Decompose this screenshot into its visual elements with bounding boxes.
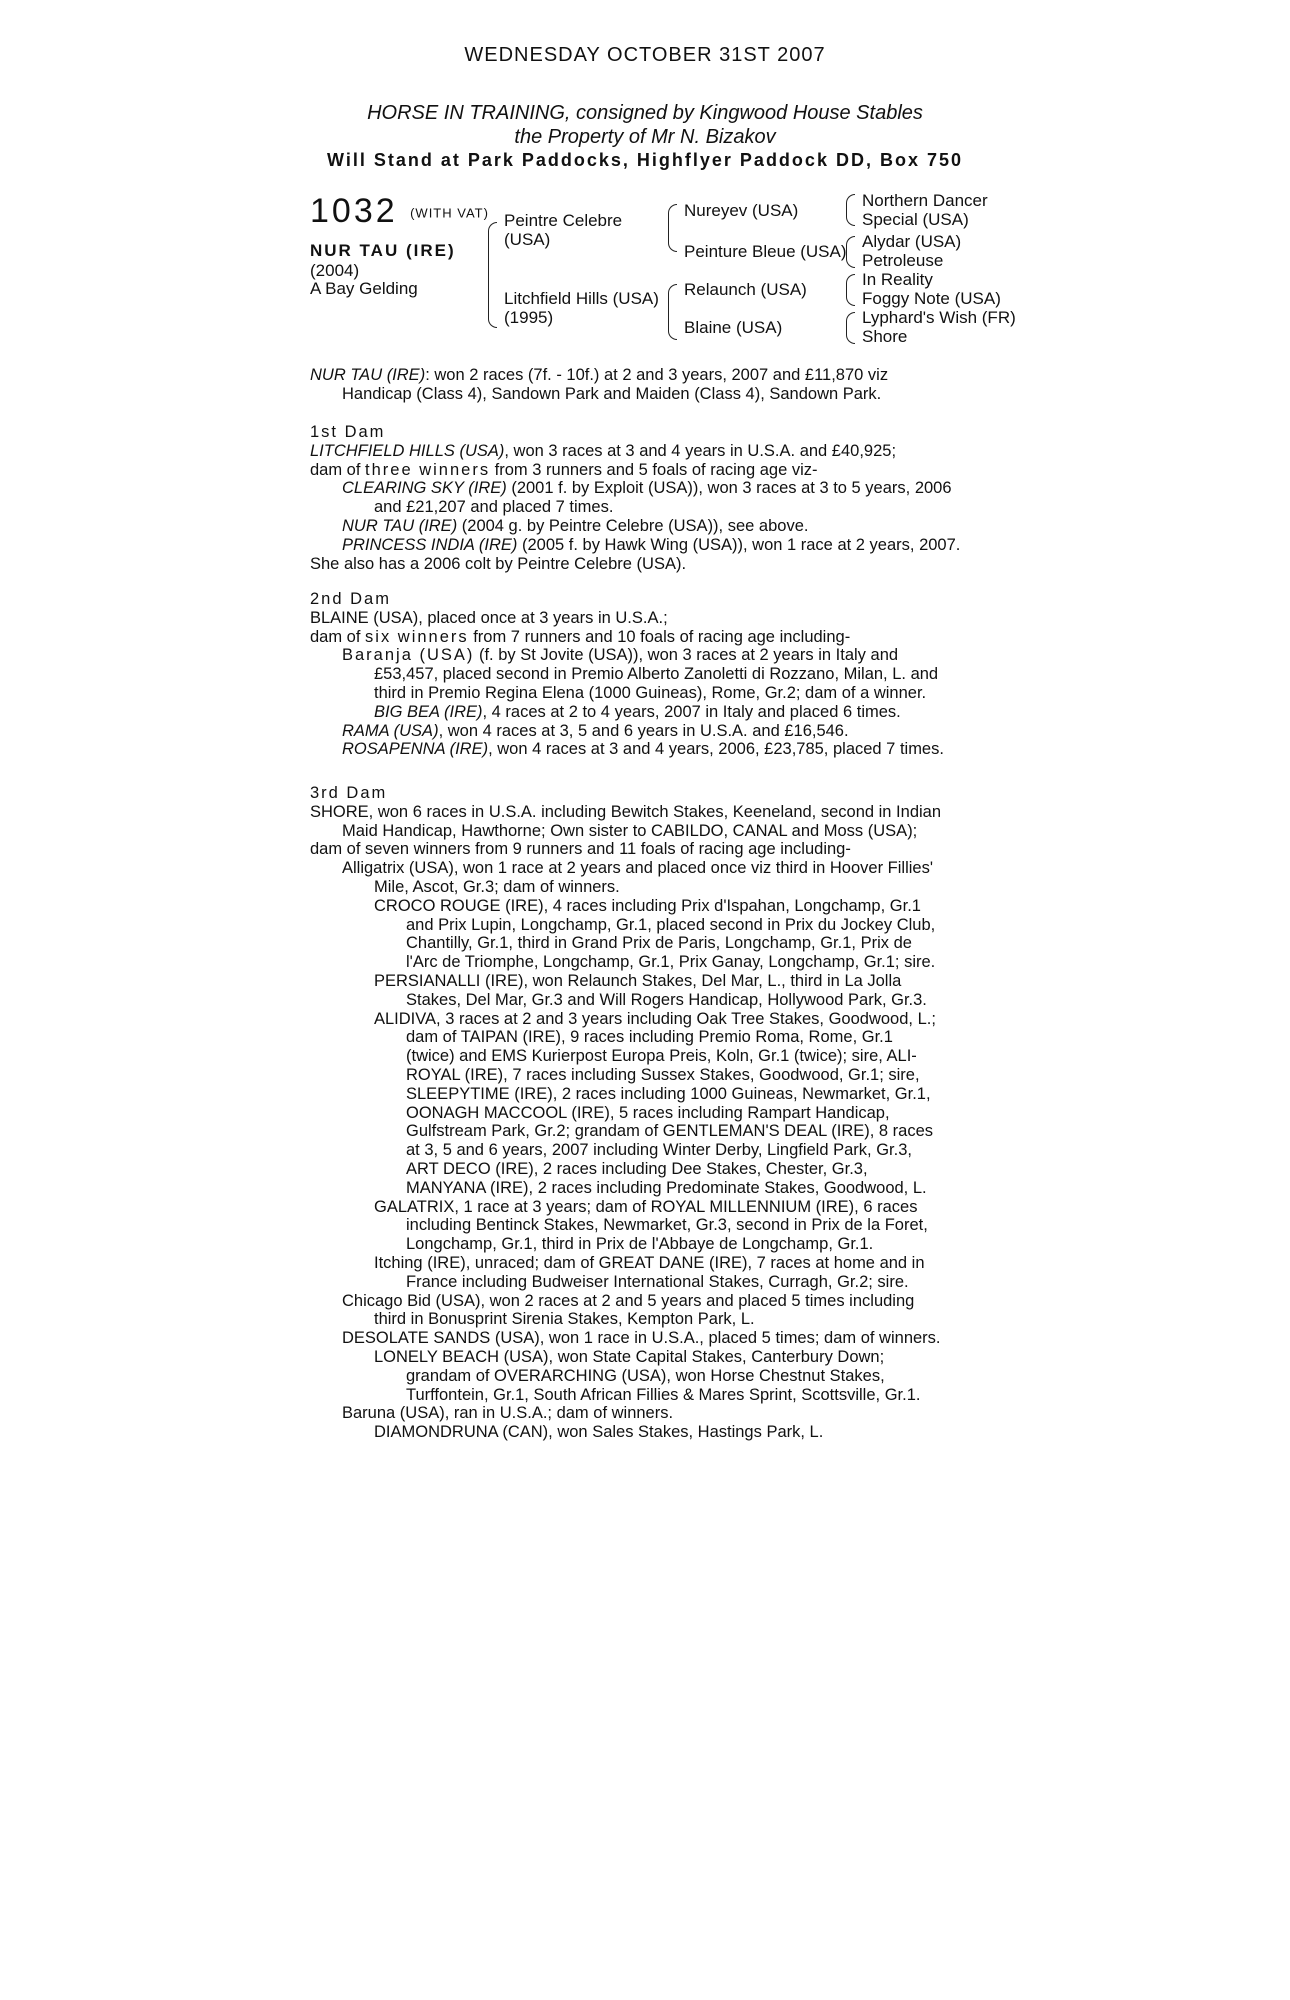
rama-record: , won 4 races at 3, 5 and 6 years in U.S.A. and £16,546.	[438, 721, 849, 740]
produce-1-record: (2001 f. by Exploit (USA)), won 3 races at 3 to 5 years, 2006	[506, 479, 952, 498]
pedigree-ggs2: Special (USA)	[862, 210, 969, 229]
baranja-record-2: £53,457, placed second in Premio Alberto Zanoletti di Rozzano, Milan, L. and	[374, 665, 939, 684]
pedigree-gs2: Peinture Bleue (USA)	[684, 242, 847, 261]
produce-note: She also has a 2006 colt by Peintre Celebre (USA).	[310, 554, 687, 573]
pedigree-ggs1: Northern Dancer	[862, 191, 988, 210]
pedigree-brace-1	[846, 194, 855, 226]
third-dam-line: Chantilly, Gr.1, third in Grand Prix de Paris, Longchamp, Gr.1, Prix de	[406, 934, 912, 953]
produce-2-name: NUR TAU (IRE)	[342, 516, 458, 535]
third-dam-line: dam of TAIPAN (IRE), 9 races including Premio Roma, Rome, Gr.1	[406, 1028, 893, 1047]
second-dam-produce-a: dam of	[310, 627, 366, 646]
pedigree-brace-4	[846, 312, 855, 344]
second-dam-title: 2nd Dam	[310, 590, 391, 608]
second-dam-section	[310, 590, 980, 759]
third-dam-line: Turffontein, Gr.1, South African Fillies & Mares Sprint, Scottsville, Gr.1.	[406, 1385, 921, 1404]
baranja-record: (f. by St Jovite (USA)), won 3 races at 2 years in Italy and	[474, 646, 899, 665]
pedigree-ggs4: Petroleuse	[862, 251, 944, 270]
third-dam-line: SLEEPYTIME (IRE), 2 races including 1000 Guineas, Newmarket, Gr.1,	[406, 1084, 931, 1103]
first-dam-name: LITCHFIELD HILLS (USA)	[310, 441, 505, 460]
third-dam-line: Maid Handicap, Hawthorne; Own sister to CABILDO, CANAL and Moss (USA);	[342, 821, 918, 840]
third-dam-line: Mile, Ascot, Gr.3; dam of winners.	[374, 877, 620, 896]
pedigree-brace-2	[846, 236, 855, 268]
pedigree-dam: Litchfield Hills (USA)	[504, 289, 659, 308]
third-dam-line: ART DECO (IRE), 2 races including Dee Stakes, Chester, Gr.3,	[406, 1159, 868, 1178]
third-dam-line: DESOLATE SANDS (USA), won 1 race in U.S.A., placed 5 times; dam of winners.	[342, 1329, 941, 1348]
pedigree-brace-dam	[668, 284, 677, 340]
pedigree-brace-3	[846, 274, 855, 306]
third-dam-line: PERSIANALLI (IRE), won Relaunch Stakes, Del Mar, L., third in La Jolla	[374, 971, 902, 990]
baranja-name: Baranja (USA)	[342, 646, 475, 665]
horse-description: A Bay Gelding	[310, 279, 418, 298]
rosapenna-name: ROSAPENNA (IRE)	[342, 740, 489, 759]
third-dam-line: ALIDIVA, 3 races at 2 and 3 years including Oak Tree Stakes, Goodwood, L.;	[374, 1009, 936, 1028]
third-dam-line: third in Bonusprint Sirenia Stakes, Kempton Park, L.	[374, 1310, 755, 1329]
third-dam-line: CROCO ROUGE (IRE), 4 races including Prix d'Ispahan, Longchamp, Gr.1	[374, 896, 921, 915]
rosapenna-record: , won 4 races at 3 and 4 years, 2006, £23,785, placed 7 times.	[488, 740, 944, 759]
second-dam-produce-c: from 7 runners and 10 foals of racing age including-	[468, 627, 851, 646]
horse-year: (2004)	[310, 261, 360, 280]
pedigree-dam-year: (1995)	[504, 308, 554, 327]
first-dam-produce-a: dam of	[310, 460, 366, 479]
third-dam-line: Stakes, Del Mar, Gr.3 and Will Rogers Handicap, Hollywood Park, Gr.3.	[406, 990, 927, 1009]
third-dam-line: LONELY BEACH (USA), won State Capital Stakes, Canterbury Down;	[374, 1347, 885, 1366]
pedigree-ggs8: Shore	[862, 327, 908, 346]
lot-number-value: 1032	[310, 192, 398, 230]
produce-1-record-cont: and £21,207 and placed 7 times.	[374, 498, 614, 517]
third-dam-line: DIAMONDRUNA (CAN), won Sales Stakes, Hastings Park, L.	[374, 1423, 824, 1442]
third-dam-line: France including Budweiser International Stakes, Curragh, Gr.2; sire.	[406, 1272, 909, 1291]
first-dam-produce-c: from 3 runners and 5 foals of racing age viz-	[490, 460, 818, 479]
third-dam-line: dam of seven winners from 9 runners and 11 foals of racing age including-	[310, 840, 851, 859]
pedigree-ggs6: Foggy Note (USA)	[862, 289, 1001, 308]
pedigree-brace-sire	[668, 204, 677, 252]
third-dam-line: Longchamp, Gr.1, third in Prix de l'Abbaye de Longchamp, Gr.1.	[406, 1235, 874, 1254]
second-dam-winners: six winners	[365, 627, 469, 646]
third-dam-line: grandam of OVERARCHING (USA), won Horse Chestnut Stakes,	[406, 1366, 885, 1385]
third-dam-line: MANYANA (IRE), 2 races including Predominate Stakes, Goodwood, L.	[406, 1178, 927, 1197]
summary-line2: Handicap (Class 4), Sandown Park and Maiden (Class 4), Sandown Park.	[342, 384, 882, 403]
third-dam-line: Chicago Bid (USA), won 2 races at 2 and 5 years and placed 5 times including	[342, 1291, 915, 1310]
lot-number	[310, 192, 489, 231]
third-dam-line: Baruna (USA), ran in U.S.A.; dam of winners.	[342, 1404, 674, 1423]
pedigree-ggs3: Alydar (USA)	[862, 232, 962, 251]
pedigree-gd2: Blaine (USA)	[684, 318, 783, 337]
third-dam-lines	[310, 803, 980, 1442]
produce-3-name: PRINCESS INDIA (IRE)	[342, 535, 518, 554]
pedigree-brace-main	[488, 222, 497, 328]
stand-line: Will Stand at Park Paddocks, Highflyer Paddock DD, Box 750	[327, 150, 963, 170]
first-dam-section	[310, 423, 980, 573]
produce-2-record: (2004 g. by Peintre Celebre (USA)), see above.	[457, 516, 809, 535]
pedigree-gd1: Relaunch (USA)	[684, 280, 807, 299]
consignor-line: HORSE IN TRAINING, consigned by Kingwood House Stables	[367, 102, 923, 124]
third-dam-line: OONAGH MACCOOL (IRE), 5 races including Rampart Handicap,	[406, 1103, 890, 1122]
third-dam-line: GALATRIX, 1 race at 3 years; dam of ROYAL MILLENNIUM (IRE), 6 races	[374, 1197, 918, 1216]
pedigree-ggs5: In Reality	[862, 270, 933, 289]
summary-horse-name: NUR TAU (IRE)	[310, 366, 426, 384]
third-dam-line: Gulfstream Park, Gr.2; grandam of GENTLEMAN'S DEAL (IRE), 8 races	[406, 1122, 934, 1141]
third-dam-line: ROYAL (IRE), 7 races including Sussex Stakes, Goodwood, Gr.1; sire,	[406, 1065, 920, 1084]
third-dam-line: including Bentinck Stakes, Newmarket, Gr.3, second in Prix de la Foret,	[406, 1216, 928, 1235]
big-bea-record: , 4 races at 2 to 4 years, 2007 in Italy and placed 6 times.	[482, 702, 901, 721]
property-line: the Property of Mr N. Bizakov	[514, 126, 776, 148]
first-dam-winners: three winners	[365, 460, 491, 479]
vat-note: (WITH VAT)	[410, 205, 489, 221]
sale-date: WEDNESDAY OCTOBER 31ST 2007	[464, 44, 826, 66]
third-dam-line: (twice) and EMS Kurierpost Europa Preis, Koln, Gr.1 (twice); sire, ALI-	[406, 1047, 917, 1066]
pedigree-sire-country: (USA)	[504, 230, 551, 249]
summary-line1: : won 2 races (7f. - 10f.) at 2 and 3 years, 2007 and £11,870 viz	[425, 366, 889, 384]
first-dam-title: 1st Dam	[310, 423, 386, 441]
baranja-record-3: third in Premio Regina Elena (1000 Guineas), Rome, Gr.2; dam of a winner.	[374, 683, 927, 702]
third-dam-line: l'Arc de Triomphe, Longchamp, Gr.1, Prix Ganay, Longchamp, Gr.1; sire.	[406, 953, 936, 972]
third-dam-section	[310, 784, 980, 1442]
third-dam-line: and Prix Lupin, Longchamp, Gr.1, placed second in Prix du Jockey Club,	[406, 915, 936, 934]
pedigree-gs1: Nureyev (USA)	[684, 201, 799, 220]
third-dam-line: SHORE, won 6 races in U.S.A. including Bewitch Stakes, Keeneland, second in Indian	[310, 802, 942, 821]
second-dam-record: BLAINE (USA), placed once at 3 years in U.S.A.;	[310, 608, 668, 627]
third-dam-line: Itching (IRE), unraced; dam of GREAT DANE (IRE), 7 races at home and in	[374, 1253, 925, 1272]
pedigree-ggs7: Lyphard's Wish (FR)	[862, 308, 1016, 327]
third-dam-line: Alligatrix (USA), won 1 race at 2 years and placed once viz third in Hoover Fillies'	[342, 859, 933, 878]
first-dam-record: , won 3 races at 3 and 4 years in U.S.A. and £40,925;	[504, 441, 897, 460]
horse-name: NUR TAU (IRE)	[310, 241, 456, 260]
third-dam-title: 3rd Dam	[310, 784, 388, 802]
race-summary	[310, 366, 980, 404]
big-bea-name: BIG BEA (IRE)	[374, 702, 483, 721]
pedigree-sire: Peintre Celebre	[504, 211, 623, 230]
rama-name: RAMA (USA)	[342, 721, 439, 740]
produce-1-name: CLEARING SKY (IRE)	[342, 479, 507, 498]
third-dam-line: at 3, 5 and 6 years, 2007 including Winter Derby, Lingfield Park, Gr.3,	[406, 1141, 912, 1160]
produce-3-record: (2005 f. by Hawk Wing (USA)), won 1 race at 2 years, 2007.	[517, 535, 961, 554]
